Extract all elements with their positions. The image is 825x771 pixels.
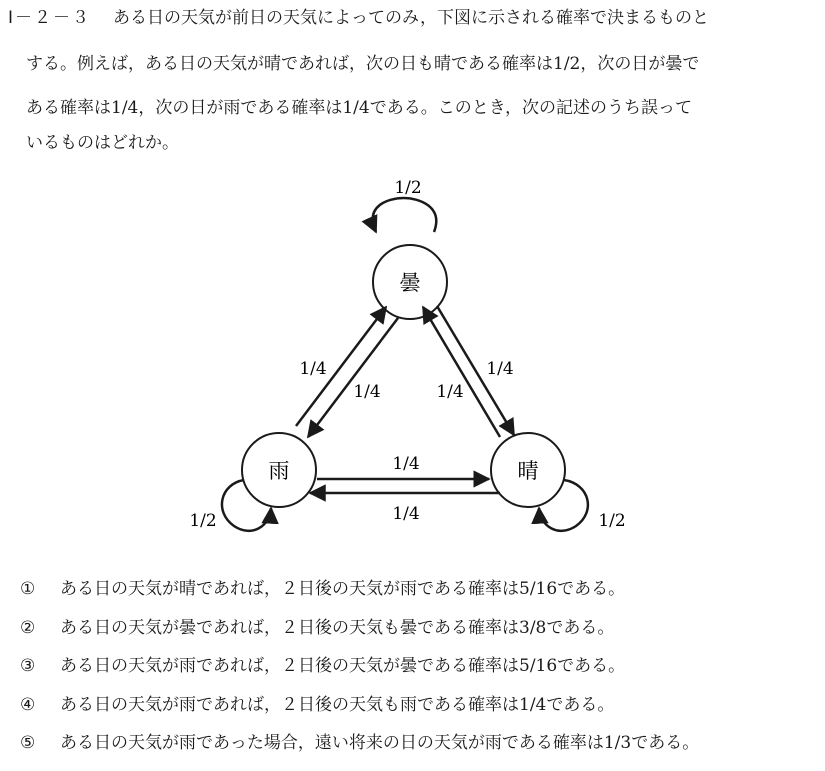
question-text-line-2: する。例えば，ある日の天気が晴であれば，次の日も晴である確率は1/2，次の日が曇で [26, 54, 700, 74]
option-5-text: ある日の天気が雨であった場合，遠い将来の日の天気が雨である確率は1/3である。 [60, 733, 700, 753]
option-2-text: ある日の天気が曇であれば，２日後の天気も曇である確率は3/8である。 [60, 618, 615, 638]
option-3 [20, 657, 625, 675]
option-3-text: ある日の天気が雨であれば，２日後の天気が曇である確率は5/16である。 [60, 656, 626, 676]
option-4 [20, 696, 614, 714]
node-sunny-label: 晴 [517, 459, 539, 483]
question-text-line-1: ある日の天気が前日の天気によってのみ，下図に示される確率で決まるものと [113, 8, 710, 28]
edge-label-cloudy-to-sunny: 1/4 [486, 359, 514, 379]
edge-label-sunny-to-cloudy: 1/4 [436, 382, 464, 402]
edge-label-sunny-to-rain: 1/4 [392, 504, 420, 524]
question-number: Ⅰ－２－３ [8, 8, 92, 28]
option-5 [20, 734, 699, 752]
edge-label-cloudy-to-rain: 1/4 [353, 382, 381, 402]
option-5-mark: ⑤ [20, 733, 36, 753]
node-rain-label: 雨 [268, 459, 290, 483]
edge-label-sunny-self: 1/2 [598, 511, 626, 531]
option-4-text: ある日の天気が雨であれば，２日後の天気も雨である確率は1/4である。 [60, 695, 615, 715]
question-text-line-4: いるものはどれか。 [26, 133, 179, 153]
option-3-mark: ③ [20, 656, 36, 676]
option-4-mark: ④ [20, 695, 36, 715]
option-1-text: ある日の天気が晴であれば，２日後の天気が雨である確率は5/16である。 [60, 579, 626, 599]
edge-label-cloudy-self: 1/2 [394, 178, 422, 198]
edge-label-rain-to-cloudy: 1/4 [299, 359, 327, 379]
edge-cloudy-self-loop [373, 198, 436, 232]
question-text-line-3: ある確率は1/4，次の日が雨である確率は1/4である。このとき，次の記述のうち誤って [26, 98, 693, 118]
option-1-mark: ① [20, 579, 36, 599]
edge-label-rain-to-sunny: 1/4 [392, 454, 420, 474]
option-1 [20, 580, 625, 598]
option-2-mark: ② [20, 618, 36, 638]
node-cloudy-label: 曇 [399, 271, 421, 295]
node-rain [242, 433, 316, 507]
option-2 [20, 619, 614, 637]
node-sunny [491, 433, 565, 507]
edge-label-rain-self: 1/2 [189, 511, 217, 531]
